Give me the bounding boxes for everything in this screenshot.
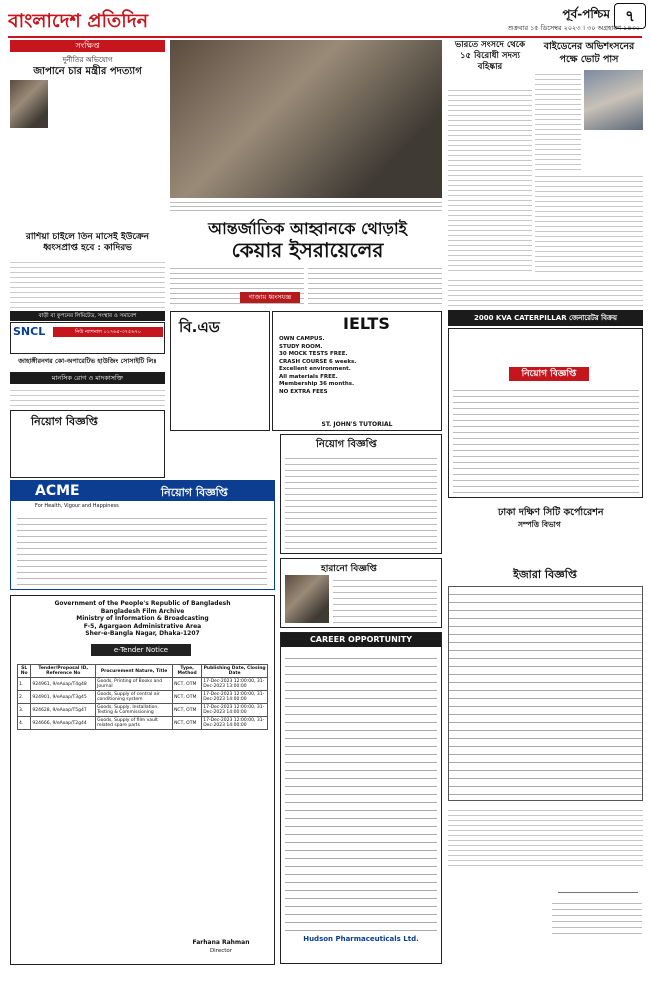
masthead-rule xyxy=(8,36,642,38)
dscc-sub: সম্পত্তি বিভাগ xyxy=(518,520,561,529)
haranu-photo xyxy=(285,575,329,623)
india-body xyxy=(448,86,532,272)
ad-blood-title: মানসিক রোগ ও মাদকাসক্তি xyxy=(10,372,165,384)
acme-niyog: নিয়োগ বিজ্ঞপ্তি xyxy=(161,486,228,499)
japan-body xyxy=(50,80,165,230)
ijara-title: ইজারা বিজ্ঞপ্তি xyxy=(513,568,577,581)
acme-body xyxy=(17,513,267,587)
ielts-title: IELTS xyxy=(343,314,390,333)
hudson-name: Hudson Pharmaceuticals Ltd. xyxy=(303,935,419,943)
newspaper-logo: বাংলাদেশ প্রতিদিন xyxy=(8,10,149,32)
gaza-headline-line2[interactable]: কেয়ার ইসরায়েলের xyxy=(231,238,384,260)
govt-header: Government of the People's Republic of Bangladesh Bangladesh Film Archive Ministry of Information & Broadcasting F-5, Agargaon Administrative Area Sher-e-Bangla Nagar, Dhaka-1207 xyxy=(54,600,231,637)
table-row: 1. 924961, 9/eAoap/T4g48 Goods, Printing of Books and Journal NCT, OTM 17-Dec-2023 12:00:00, 31-Dec-2023 13:00:00 xyxy=(18,678,268,691)
ielts-footer: ST. JOHN'S TUTORIAL xyxy=(321,421,393,428)
niyog-center-body xyxy=(285,453,437,551)
ad-housing-title: জাহাঙ্গীরনগর কো-অপারেটিভ হাউজিং সোসাইটি লিঃ xyxy=(18,357,157,365)
career-title: CAREER OPPORTUNITY xyxy=(281,633,441,647)
ielts-points: OWN CAMPUS. STUDY ROOM. 30 MOCK TESTS FREE. CRASH COURSE 6 weeks. Excellent environment. All materials FREE. Membership 36 months. NO EXTRA FEES xyxy=(279,336,357,395)
niyog-left-title: নিয়োগ বিজ্ঞপ্তি xyxy=(31,415,98,428)
table-row: 4. 924666, 9/eAoap/T2g44 Goods, Supply of film vault related spare parts NCT, OTM 17-Dec-2023 12:00:00, 31-Dec-2023 14:00:00 xyxy=(18,717,268,730)
dscc-signature xyxy=(558,876,638,893)
acme-tagline: For Health, Vigour and Happiness xyxy=(35,503,119,509)
ad-etender[interactable] xyxy=(10,595,275,965)
table-row: 3. 924628, 9/eAoap/T5g47 Goods, Supply, Installation, Testing & Commissioning NCT, OTM 17-Dec-2023 12:00:00, 31-Dec-2023 14:00:00 xyxy=(18,704,268,717)
etender-title: e-Tender Notice xyxy=(91,644,191,656)
russia-body xyxy=(10,258,165,308)
gaza-headline-line1[interactable]: আন্তর্জাতিক আহ্বানকে থোড়াই xyxy=(208,219,407,236)
gaza-body-col2 xyxy=(308,264,442,306)
niyog-center-title: নিয়োগ বিজ্ঞপ্তি xyxy=(316,439,377,450)
japan-headline[interactable]: জাপানে চার মন্ত্রীর পদত্যাগ xyxy=(33,66,142,77)
acme-logo: ACME xyxy=(35,483,80,499)
ad-niyog-center[interactable] xyxy=(280,434,442,554)
gaza-photo xyxy=(170,40,442,198)
sncl-logo: SNCL xyxy=(13,325,46,338)
etender-table-wrap xyxy=(17,664,268,730)
career-table xyxy=(285,651,437,931)
etender-table: SL No Tender/Proposal ID, Reference No Procurement Nature, Title Type, Method Publishing Date, Closing Date 1. 924961, 9/eAoap/T4g48 Goods, Printing of Books and Journal NCT, OTM 17-Dec-2023 12:00:00, 31-Dec-2023 13:00:00 2. 924901, 9/eAoap/T3g45 Goods, Supply of central air conditioning system NCT, OTM 17-Dec-2023 12:00:00, 31-Dec-2023 14:00:00 3. 924628, 9/eAoap/T5g47 Goods, Supply, Installation, Testing & Commissioning NCT, OTM 17-Dec-2023 12:00:00, 31-Dec-2023 14:00:00 4. 924666, 9/eAoap/T2g44 Goods, Supply of film vault related spare parts NCT, OTM 17-Dec-2023 12:00:00, 31-Dec-2023 14:00:00 xyxy=(19,666,266,728)
biden-photo xyxy=(584,70,643,130)
dscc-signatory-details xyxy=(552,898,642,938)
ad-pharma-title: বাড়ী বা কুপনের লিমিটেড, সংস্থার ও সমাবেশ xyxy=(10,311,165,321)
news-body-right xyxy=(448,276,643,306)
gaza-photo-caption xyxy=(170,199,442,213)
japan-kicker: দুর্নীতির অভিযোগ xyxy=(62,56,113,64)
biden-body-cont xyxy=(535,172,643,272)
ad-acme[interactable] xyxy=(10,480,275,590)
page-number: ৭ xyxy=(614,3,646,29)
gaza-box-label: গাজায় ধ্বংসযজ্ঞ xyxy=(240,292,300,303)
russia-headline[interactable]: রাশিয়া চাইলে তিন মাসেই ইউক্রেন ধ্বংসপ্রাপ্ত হবে : কাদিরভ xyxy=(25,232,150,253)
ad-caterpillar[interactable]: 2000 KVA CATERPILLAR জেনারেটর বিক্রয় xyxy=(448,310,643,326)
ad-dscc-header[interactable] xyxy=(448,502,643,542)
niyog-right-table xyxy=(453,385,639,493)
bed-title: বি.এড xyxy=(179,318,220,336)
section-tag: সংক্ষিপ্ত xyxy=(10,40,165,52)
ad-niyog-right[interactable] xyxy=(448,328,643,498)
dscc-title: ঢাকা দক্ষিণ সিটি কর্পোরেশন xyxy=(498,507,604,518)
india-headline[interactable]: ভারতে সংসদে থেকে ১৫ বিরোধী সদস্য বহিষ্কার xyxy=(454,40,526,72)
haranu-body xyxy=(333,575,437,623)
haranu-title: হারানো বিজ্ঞপ্তি xyxy=(321,564,377,574)
niyog-right-title: নিয়োগ বিজ্ঞপ্তি xyxy=(509,367,589,381)
ad-blood-body xyxy=(10,386,165,408)
ijara-notes xyxy=(448,806,643,866)
ad-bed[interactable] xyxy=(170,311,270,431)
etender-signatory: Farhana Rahman xyxy=(192,939,250,946)
edition-label: পূর্ব-পশ্চিম xyxy=(562,7,610,21)
etender-signatory-title: Director xyxy=(209,948,233,954)
ijara-table xyxy=(448,586,643,801)
japan-photo xyxy=(10,80,48,128)
biden-body xyxy=(535,70,581,170)
ad-ielts[interactable] xyxy=(272,311,442,431)
sncl-phone: নিউ ন্যাশনাল ০১৭৬৫-৩৭৫৬৭০ xyxy=(53,327,163,337)
ad-sncl[interactable] xyxy=(10,322,165,354)
biden-headline[interactable]: বাইডেনের অভিশংসনের পক্ষে ভোট পাস xyxy=(543,41,635,65)
dscc-signature-block xyxy=(448,870,643,964)
ad-career[interactable] xyxy=(280,632,442,964)
table-row: 2. 924901, 9/eAoap/T3g45 Goods, Supply of central air conditioning system NCT, OTM 17-Dec-2023 12:00:00, 31-Dec-2023 14:00:00 xyxy=(18,691,268,704)
ad-niyog-left[interactable] xyxy=(10,410,165,478)
ad-haranu[interactable] xyxy=(280,558,442,628)
dateline: শুক্রবার ১৫ ডিসেম্বর ২০২৩ । ৩০ অগ্রহায়ণ ১৪৩০ xyxy=(507,24,640,32)
